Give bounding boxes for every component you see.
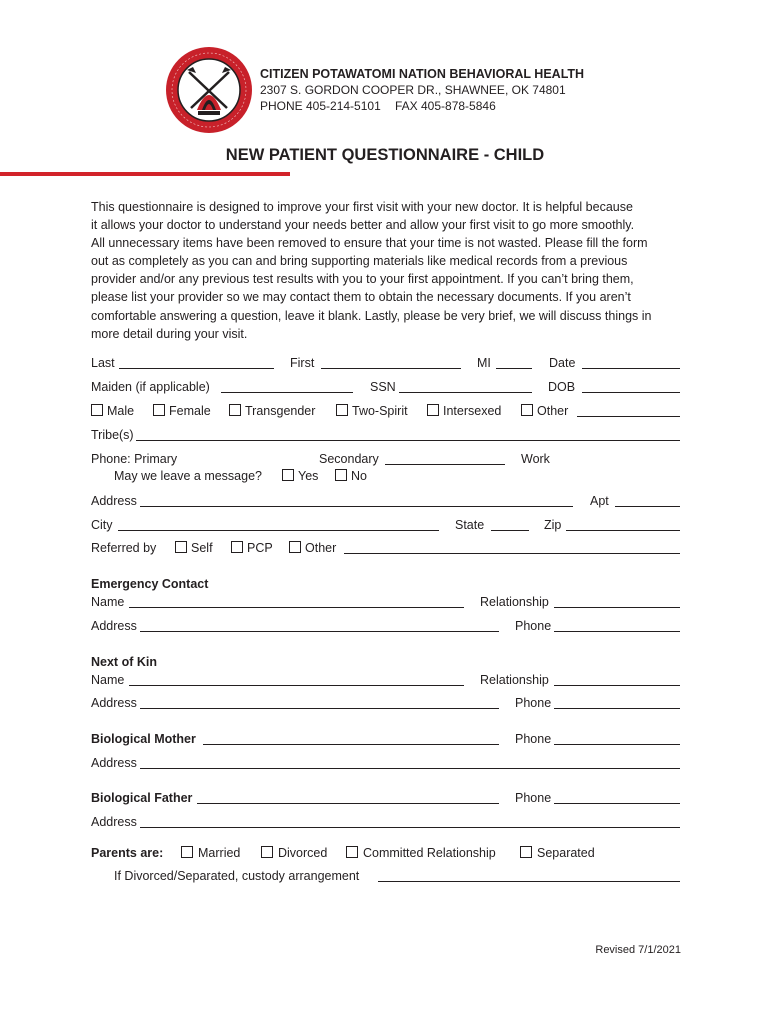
address-label: Address [91, 494, 137, 508]
phone-primary-label: Phone: Primary [91, 452, 178, 466]
kin-name-label: Name [91, 673, 125, 687]
mother-row [91, 731, 680, 749]
intro-line: more detail during your visit. [91, 326, 248, 341]
page-title: NEW PATIENT QUESTIONNAIRE - CHILD [225, 146, 545, 164]
dob-label: DOB [548, 380, 576, 394]
emergency-heading-row [91, 576, 680, 594]
mother-address-label: Address [91, 756, 137, 770]
kin-heading-row [91, 654, 680, 672]
intro-line: provider and/or any previous test results with you to your first appointment. If you can’t bring them, [91, 272, 634, 287]
referred-other-checkbox[interactable] [289, 541, 301, 553]
phone-row [91, 451, 680, 469]
emergency-address-row [91, 618, 680, 636]
emergency-relationship-field[interactable] [554, 607, 680, 608]
zip-field[interactable] [566, 530, 680, 531]
city-row [91, 517, 680, 535]
org-fax: FAX 405-878-5846 [395, 99, 496, 113]
kin-relationship-field[interactable] [554, 685, 680, 686]
emergency-name-row [91, 594, 680, 612]
kin-name-field[interactable] [129, 685, 464, 686]
transgender-checkbox[interactable] [229, 404, 241, 416]
male-label: Male [107, 404, 135, 418]
dob-field[interactable] [582, 392, 680, 393]
referred-by-label: Referred by [91, 541, 157, 555]
mother-address-row [91, 755, 680, 773]
apt-field[interactable] [615, 506, 680, 507]
date-field[interactable] [582, 368, 680, 369]
tribes-field[interactable] [136, 440, 680, 441]
nation-seal-logo [165, 46, 253, 134]
state-field[interactable] [491, 530, 529, 531]
kin-phone-label: Phone [515, 696, 552, 710]
committed-relationship-label: Committed Relationship [363, 846, 496, 860]
last-name-field[interactable] [119, 368, 274, 369]
accent-rule [0, 172, 290, 176]
other-gender-label: Other [537, 404, 569, 418]
two-spirit-checkbox[interactable] [336, 404, 348, 416]
intro-line: comfortable answering a question, leave it blank. Lastly, please be very brief, we will discuss things in [91, 308, 652, 323]
tribes-label: Tribe(s) [91, 428, 134, 442]
city-field[interactable] [118, 530, 439, 531]
maiden-label: Maiden (if applicable) [91, 380, 210, 394]
name-row [91, 355, 680, 373]
other-gender-checkbox[interactable] [521, 404, 533, 416]
org-name: CITIZEN POTAWATOMI NATION BEHAVIORAL HEALTH [260, 67, 585, 81]
address-field[interactable] [140, 506, 573, 507]
city-label: City [91, 518, 113, 532]
message-row [91, 468, 680, 486]
maiden-name-field[interactable] [221, 392, 353, 393]
state-label: State [455, 518, 485, 532]
intro-line: it allows your doctor to understand your needs better and allow your first visit to go more smoothly. [91, 218, 635, 233]
custody-row [91, 868, 680, 886]
kin-address-field[interactable] [140, 708, 499, 709]
biological-mother-heading: Biological Mother [91, 732, 196, 746]
father-address-label: Address [91, 815, 137, 829]
address-row [91, 493, 680, 511]
intro-line: out as completely as you can and bring supporting materials like medical records from a previous [91, 254, 628, 269]
gender-row [91, 403, 680, 421]
work-phone-label: Work [521, 452, 550, 466]
divorced-label: Divorced [278, 846, 328, 860]
father-phone-field[interactable] [554, 803, 680, 804]
emergency-relationship-label: Relationship [480, 595, 549, 609]
zip-label: Zip [544, 518, 562, 532]
female-checkbox[interactable] [153, 404, 165, 416]
male-checkbox[interactable] [91, 404, 103, 416]
secondary-phone-field[interactable] [385, 464, 505, 465]
emergency-name-field[interactable] [129, 607, 464, 608]
emergency-contact-heading: Emergency Contact [91, 577, 209, 591]
biological-father-heading: Biological Father [91, 791, 193, 805]
separated-label: Separated [537, 846, 595, 860]
parents-are-label: Parents are: [91, 846, 164, 860]
referred-other-label: Other [305, 541, 337, 555]
two-spirit-label: Two-Spirit [352, 404, 408, 418]
referred-self-label: Self [191, 541, 213, 555]
intersexed-label: Intersexed [443, 404, 502, 418]
transgender-label: Transgender [245, 404, 316, 418]
father-name-field[interactable] [197, 803, 499, 804]
tribes-row [91, 427, 680, 445]
emergency-address-label: Address [91, 619, 137, 633]
father-row [91, 790, 680, 808]
first-label: First [290, 356, 315, 370]
org-address: 2307 S. GORDON COOPER DR., SHAWNEE, OK 74801 [260, 83, 566, 97]
first-name-field[interactable] [321, 368, 461, 369]
message-no-checkbox[interactable] [335, 469, 347, 481]
message-yes-label: Yes [298, 469, 319, 483]
org-phone: PHONE 405-214-5101 [260, 99, 381, 113]
father-phone-label: Phone [515, 791, 552, 805]
intersexed-checkbox[interactable] [427, 404, 439, 416]
next-of-kin-heading: Next of Kin [91, 655, 157, 669]
referred-other-field[interactable] [344, 553, 680, 554]
referred-pcp-label: PCP [247, 541, 273, 555]
female-label: Female [169, 404, 211, 418]
mother-address-field[interactable] [140, 768, 680, 769]
intro-line: please list your provider so we may contact them to obtain the necessary documents. If you aren’t [91, 290, 631, 305]
maiden-row [91, 379, 680, 397]
kin-phone-field[interactable] [554, 708, 680, 709]
referred-row [91, 540, 680, 558]
message-yes-checkbox[interactable] [282, 469, 294, 481]
emergency-name-label: Name [91, 595, 125, 609]
message-question: May we leave a message? [114, 469, 262, 483]
intro-line: This questionnaire is designed to improve your first visit with your new doctor. It is helpful because [91, 200, 633, 214]
kin-address-row [91, 695, 680, 713]
custody-label: If Divorced/Separated, custody arrangement [114, 869, 360, 883]
mi-label: MI [477, 356, 491, 370]
mother-name-field[interactable] [203, 744, 499, 745]
secondary-phone-label: Secondary [319, 452, 379, 466]
committed-relationship-checkbox[interactable] [346, 846, 358, 858]
married-checkbox[interactable] [181, 846, 193, 858]
kin-address-label: Address [91, 696, 137, 710]
other-gender-field[interactable] [577, 416, 680, 417]
referred-pcp-checkbox[interactable] [231, 541, 243, 553]
mother-phone-label: Phone [515, 732, 552, 746]
kin-name-row [91, 672, 680, 690]
father-address-row [91, 814, 680, 832]
intro-paragraph [91, 198, 683, 343]
emergency-address-field[interactable] [140, 631, 499, 632]
ssn-field[interactable] [399, 392, 532, 393]
mother-phone-field[interactable] [554, 744, 680, 745]
father-address-field[interactable] [140, 827, 680, 828]
revised-date: Revised 7/1/2021 [595, 944, 681, 956]
emergency-phone-label: Phone [515, 619, 552, 633]
last-label: Last [91, 356, 115, 370]
ssn-label: SSN [370, 380, 396, 394]
message-no-label: No [351, 469, 367, 483]
apt-label: Apt [590, 494, 609, 508]
date-label: Date [549, 356, 576, 370]
custody-field[interactable] [378, 881, 680, 882]
referred-self-checkbox[interactable] [175, 541, 187, 553]
divorced-checkbox[interactable] [261, 846, 273, 858]
parents-row [91, 845, 680, 863]
kin-relationship-label: Relationship [480, 673, 549, 687]
separated-checkbox[interactable] [520, 846, 532, 858]
mi-field[interactable] [496, 368, 532, 369]
intro-line: All unnecessary items have been removed to ensure that your time is not wasted. Please fill the form [91, 236, 648, 251]
emergency-phone-field[interactable] [554, 631, 680, 632]
married-label: Married [198, 846, 241, 860]
